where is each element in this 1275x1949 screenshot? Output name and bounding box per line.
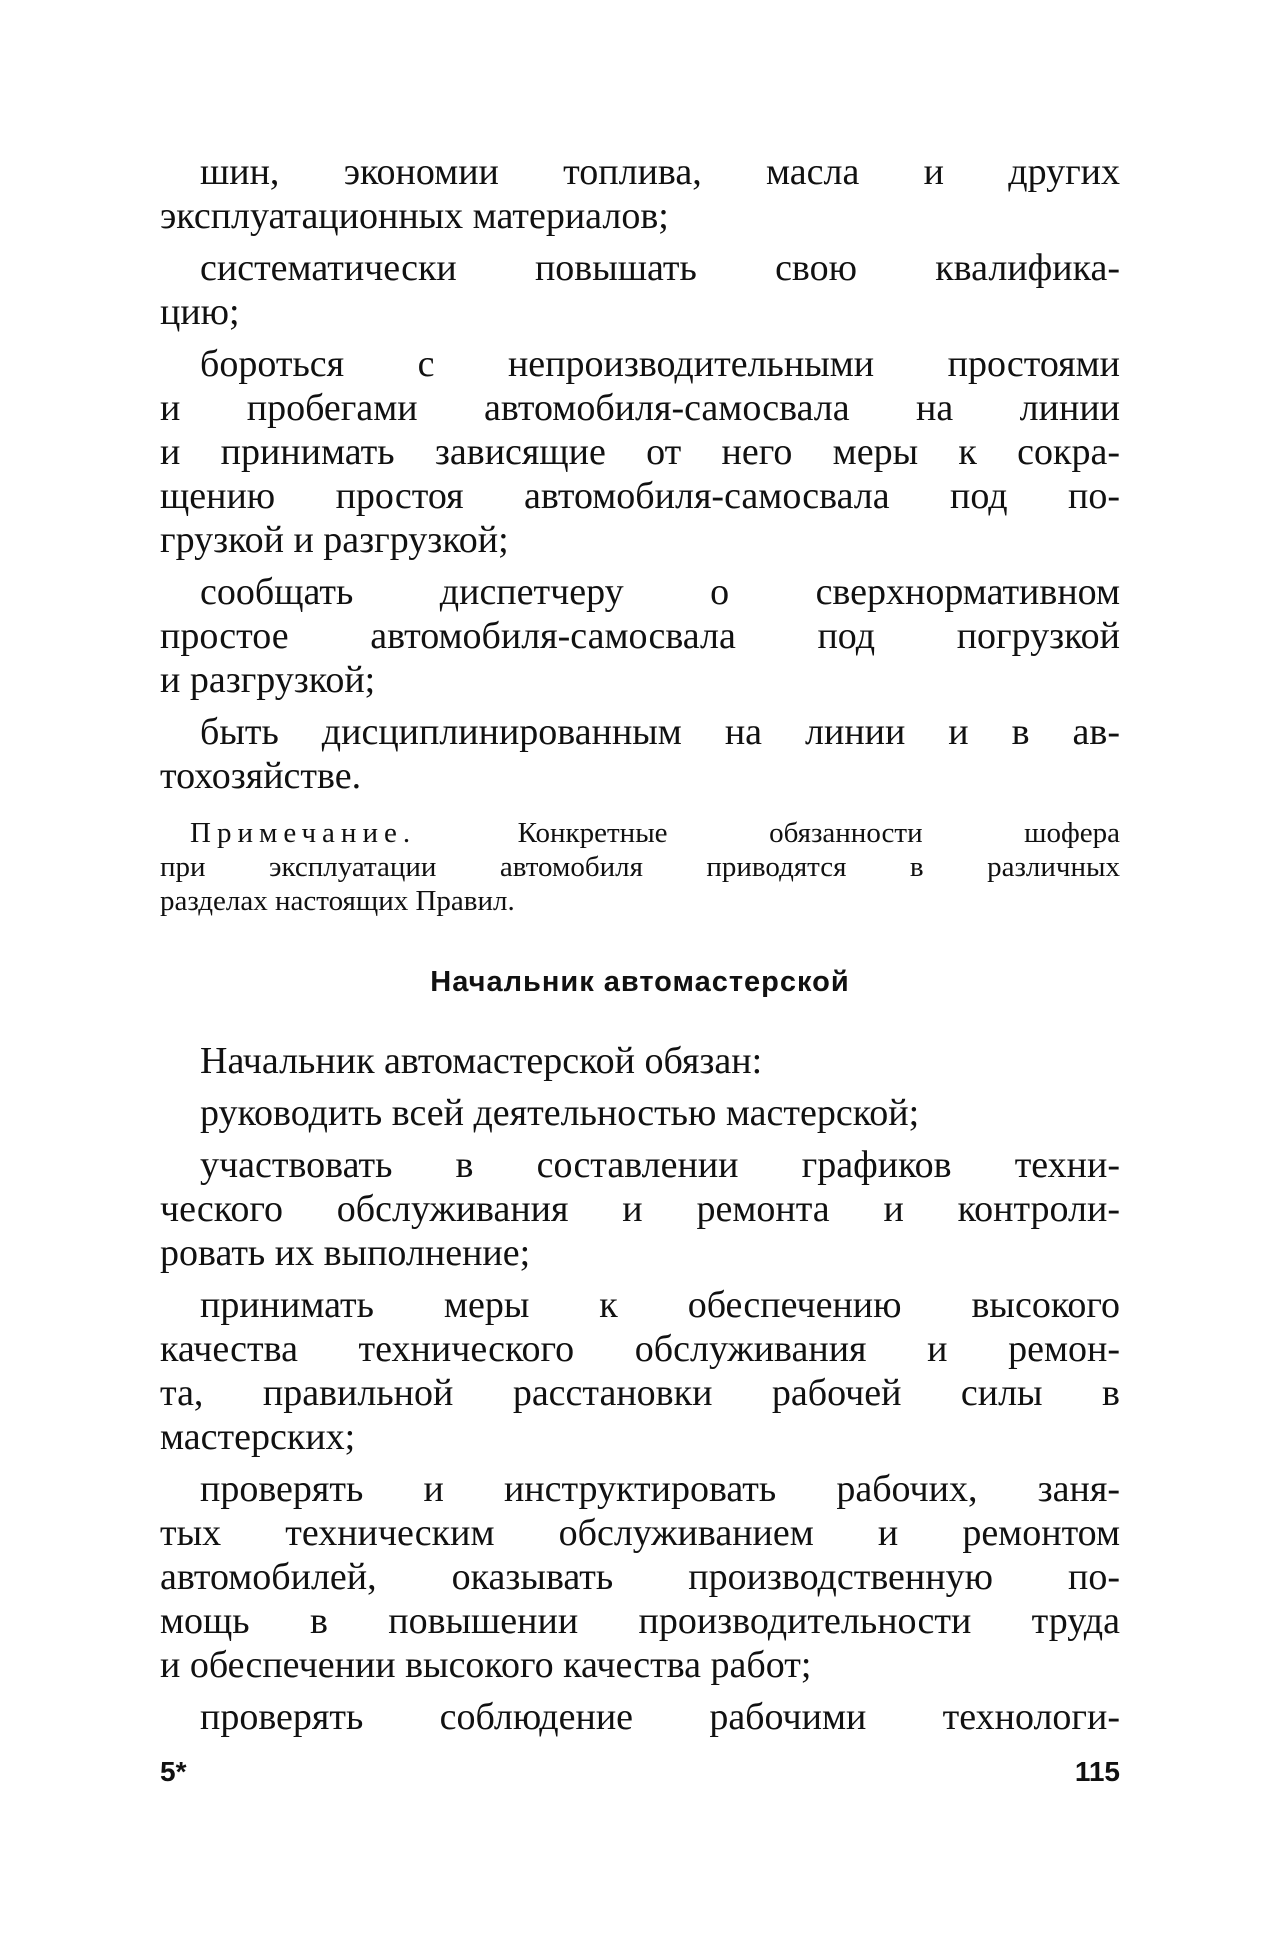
text-line: цию; (160, 291, 240, 333)
paragraph (160, 1695, 1120, 1739)
text-line: автомобилей, оказывать производственную по- (160, 1556, 1120, 1598)
bottom-section (160, 1039, 1120, 1739)
top-section (160, 150, 1120, 798)
page-body (160, 150, 1120, 1747)
text-line: руководить всей деятельностью мастерской; (200, 1092, 920, 1134)
text-line: быть дисциплинированным на линии и в ав- (200, 711, 1120, 753)
note-first-line (160, 816, 1120, 850)
text-line: грузкой и разгрузкой; (160, 519, 509, 561)
text-line: проверять соблюдение рабочими технологи- (200, 1696, 1120, 1738)
text-line: мастерских; (160, 1416, 356, 1458)
paragraph (160, 570, 1120, 702)
text-line: и пробегами автомобиля-самосвала на линии (160, 387, 1120, 429)
note-line: при эксплуатации автомобиля приводятся в различных (160, 851, 1120, 883)
text-line: ческого обслуживания и ремонта и контроли- (160, 1188, 1120, 1230)
note-block (160, 816, 1120, 918)
text-line: и принимать зависящие от него меры к сокра- (160, 431, 1120, 473)
text-line: тохозяйстве. (160, 755, 362, 797)
text-line: сообщать диспетчеру о сверхнормативном (200, 571, 1120, 613)
paragraph (160, 1143, 1120, 1275)
text-line: принимать меры к обеспечению высокого (200, 1284, 1120, 1326)
text-line: и разгрузкой; (160, 659, 376, 701)
signature-mark: 5* (160, 1756, 187, 1787)
text-line: та, правильной расстановки рабочей силы в (160, 1372, 1120, 1414)
paragraph (160, 342, 1120, 562)
text-line: мощь в повышении производительности труда (160, 1600, 1120, 1642)
paragraph (160, 1039, 1120, 1083)
page-footer (160, 1756, 1120, 1796)
text-line: проверять и инструктировать рабочих, заня- (200, 1468, 1120, 1510)
note-label: Примечание. (190, 817, 417, 849)
note-line: разделах настоящих Правил. (160, 885, 515, 917)
text-line: ровать их выполнение; (160, 1232, 531, 1274)
text-line: эксплуатационных материалов; (160, 195, 669, 237)
page-number: 115 (1074, 1756, 1120, 1787)
text-line: шин, экономии топлива, масла и других (200, 151, 1120, 193)
section-heading: Начальник автомастерской (430, 966, 850, 998)
text-line: простое автомобиля-самосвала под погрузкой (160, 615, 1120, 657)
text-line: щению простоя автомобиля-самосвала под по- (160, 475, 1120, 517)
paragraph (160, 1283, 1120, 1459)
text-line: систематически повышать свою квалифика- (200, 247, 1120, 289)
text-line: тых техническим обслуживанием и ремонтом (160, 1512, 1120, 1554)
text-line: качества технического обслуживания и ремон- (160, 1328, 1120, 1370)
text-line: бороться с непроизводительными простоями (200, 343, 1120, 385)
paragraph (160, 710, 1120, 798)
paragraph (160, 1467, 1120, 1687)
note-first-line-text: Конкретные обязанности шофера (517, 817, 1120, 849)
text-line: и обеспечении высокого качества работ; (160, 1644, 812, 1686)
paragraph (160, 246, 1120, 334)
paragraph (160, 150, 1120, 238)
text-line: участвовать в составлении графиков техни- (200, 1144, 1120, 1186)
paragraph (160, 1091, 1120, 1135)
text-line: Начальник автомастерской обязан: (200, 1040, 763, 1082)
